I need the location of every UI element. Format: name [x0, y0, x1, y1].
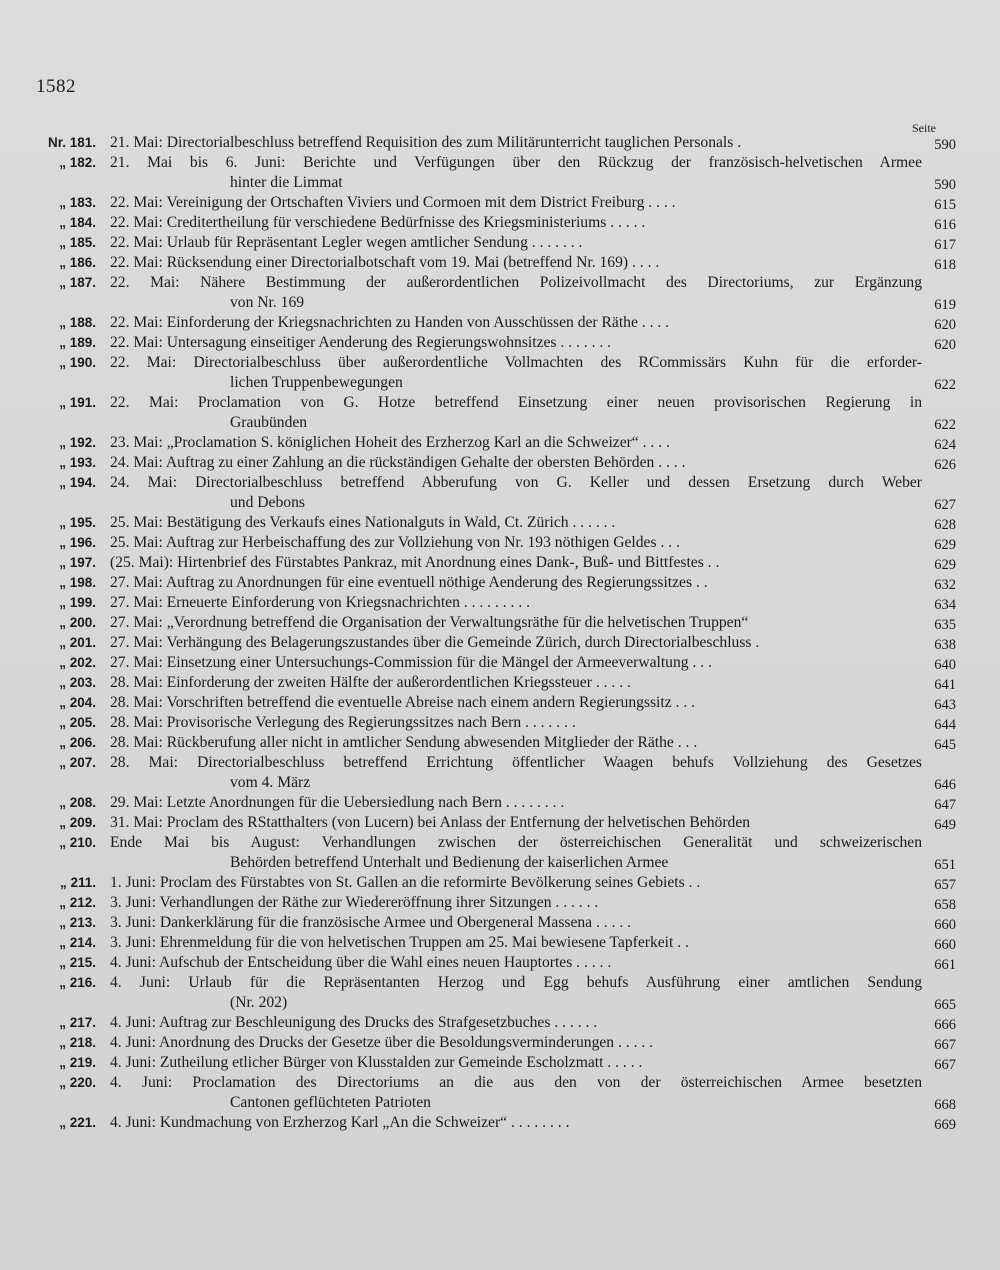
entry-date: 22. Mai:	[110, 334, 163, 351]
entry-description	[110, 233, 922, 254]
toc-entry	[36, 1113, 956, 1133]
entry-number: „ 184.	[59, 215, 96, 230]
entry-date: 22. Mai:	[110, 254, 163, 271]
entry-number: „ 220.	[59, 1075, 96, 1090]
toc-entry	[36, 553, 956, 573]
entry-number: „ 217.	[59, 1015, 96, 1030]
entry-number: „ 194.	[59, 475, 96, 490]
entry-description	[110, 1033, 922, 1054]
entry-description	[110, 1113, 922, 1134]
toc-entry	[36, 673, 956, 693]
entry-continuation: von Nr. 169	[230, 294, 305, 311]
entry-title: Auftrag zu einer Zahlung an die rückständigen Gehalte der obersten Behörden . . . .	[165, 454, 686, 471]
entry-date: 22. Mai:	[110, 194, 163, 211]
entry-number: Nr. 181.	[47, 135, 96, 150]
entry-date: 27. Mai:	[110, 614, 163, 631]
entry-page-number: 632	[934, 577, 956, 593]
entry-page-number: 617	[934, 237, 956, 253]
toc-entry	[36, 753, 956, 793]
entry-description	[110, 1013, 922, 1034]
entry-title: Auftrag zur Beschleunigung des Drucks des Strafgesetzbuches . . . . . .	[158, 1014, 598, 1031]
entry-date: 27. Mai:	[110, 634, 163, 651]
entry-description	[110, 933, 922, 954]
entry-description	[110, 593, 922, 614]
entry-title: Bestätigung des Verkaufs eines Nationalguts in Wald, Ct. Zürich . . . . . .	[166, 514, 616, 531]
entry-number: „ 216.	[59, 975, 96, 990]
entry-description	[110, 893, 922, 914]
entry-title: Directorialbeschluss betreffend Errichtung öffentlicher Waagen behufs Vollziehung des Gesetzes	[197, 754, 922, 771]
entry-number: „ 209.	[59, 815, 96, 830]
toc-entry	[36, 713, 956, 733]
entry-number: „ 192.	[59, 435, 96, 450]
entry-date: 22. Mai:	[110, 354, 177, 371]
toc-entry	[36, 393, 956, 433]
entry-title: Kundmachung von Erzherzog Karl „An die Schweizer“ . . . . . . . .	[159, 1114, 570, 1131]
entry-page-number: 618	[934, 257, 956, 273]
toc-entry	[36, 273, 956, 313]
entry-description	[110, 213, 922, 234]
entry-description	[110, 553, 922, 574]
entry-page-number: 627	[934, 497, 956, 513]
entry-number: „ 195.	[59, 515, 96, 530]
entry-title: Verhängung des Belagerungszustandes über die Gemeinde Zürich, durch Directorialbeschluss .	[166, 634, 760, 651]
entry-number: „ 208.	[59, 795, 96, 810]
entry-date: 4. Juni:	[110, 1034, 156, 1051]
entry-page-number: 620	[934, 317, 956, 333]
entry-description	[110, 313, 922, 334]
entry-description	[110, 833, 922, 854]
entry-page-number: 629	[934, 537, 956, 553]
entry-description	[110, 273, 922, 294]
toc-entry	[36, 693, 956, 713]
entry-page-number: 624	[934, 437, 956, 453]
entry-description	[110, 793, 922, 814]
entry-page-number: 643	[934, 697, 956, 713]
entry-title: Provisorische Verlegung des Regierungssitzes nach Bern . . . . . . .	[166, 714, 576, 731]
toc-entry	[36, 593, 956, 613]
entry-page-number: 661	[934, 957, 956, 973]
entry-title: Einsetzung einer Untersuchungs-Commission für die Mängel der Armeeverwaltung . . .	[166, 654, 712, 671]
entry-number: „ 211.	[59, 875, 96, 890]
entry-page-number: 651	[934, 857, 956, 873]
entry-title: Proclam des Fürstabtes von St. Gallen an die reformirte Bevölkerung seines Gebiets . .	[159, 874, 701, 891]
entry-date: 27. Mai:	[110, 594, 163, 611]
toc-entry	[36, 973, 956, 1013]
entry-title: Einforderung der zweiten Hälfte der außerordentlichen Kriegssteuer . . . . .	[166, 674, 631, 691]
toc-entry	[36, 893, 956, 913]
entry-number: „ 190.	[59, 355, 96, 370]
entry-page-number: 620	[934, 337, 956, 353]
entry-date: 22. Mai:	[110, 274, 180, 291]
entry-title: Einforderung der Kriegsnachrichten zu Handen von Ausschüssen der Räthe . . . .	[166, 314, 670, 331]
entry-page-number: 667	[934, 1037, 956, 1053]
entry-description	[110, 713, 922, 734]
entry-number: „ 199.	[59, 595, 96, 610]
entry-date: 3. Juni:	[110, 914, 156, 931]
entry-page-number: 668	[934, 1097, 956, 1113]
entry-continuation: Behörden betreffend Unterhalt und Bedienung der kaiserlichen Armee	[230, 854, 669, 871]
entry-title: Vorschriften betreffend die eventuelle Abreise nach einem andern Regierungssitz . . .	[166, 694, 696, 711]
toc-entry	[36, 433, 956, 453]
entry-description	[110, 573, 922, 594]
entry-page-number: 649	[934, 817, 956, 833]
entry-number: „ 185.	[59, 235, 96, 250]
entry-date: (25. Mai):	[110, 554, 174, 571]
entry-date: 23. Mai:	[110, 434, 163, 451]
entry-date: 28. Mai:	[110, 674, 163, 691]
entry-number: „ 196.	[59, 535, 96, 550]
entry-description	[110, 473, 922, 494]
toc-entry	[36, 633, 956, 653]
entry-title: Verhandlungen der Räthe zur Wiedereröffnung ihrer Sitzungen . . . . . .	[159, 894, 599, 911]
toc-entry	[36, 513, 956, 533]
entry-description	[110, 633, 922, 654]
toc-entry	[36, 833, 956, 873]
toc-entry	[36, 813, 956, 833]
entry-description	[110, 613, 922, 634]
entry-number: „ 218.	[59, 1035, 96, 1050]
entry-date: 28. Mai:	[110, 694, 163, 711]
toc-entry	[36, 333, 956, 353]
entry-date: 4. Juni:	[110, 974, 171, 991]
entry-page-number: 644	[934, 717, 956, 733]
entry-page-number: 640	[934, 657, 956, 673]
toc-entry	[36, 133, 956, 153]
entry-title: Creditertheilung für verschiedene Bedürfnisse des Kriegsministeriums . . . . .	[166, 214, 646, 231]
entry-description	[110, 873, 922, 894]
entry-description	[110, 1073, 922, 1094]
entry-title: Proclamation von G. Hotze betreffend Einsetzung einer neuen provisorischen Regierung in	[197, 394, 922, 411]
entry-page-number: 635	[934, 617, 956, 633]
toc-entry	[36, 533, 956, 553]
entry-date: 31. Mai:	[110, 814, 163, 831]
entry-title: Aufschub der Entscheidung über die Wahl eines neuen Hauptortes . . . . .	[158, 954, 612, 971]
entry-date: 3. Juni:	[110, 894, 156, 911]
entry-description	[110, 333, 922, 354]
entry-description	[110, 913, 922, 934]
entry-number: „ 193.	[59, 455, 96, 470]
entry-number: „ 221.	[59, 1115, 96, 1130]
toc-entry	[36, 733, 956, 753]
entry-page-number: 590	[934, 177, 956, 193]
entry-page-number: 590	[934, 137, 956, 153]
entry-date: 28. Mai:	[110, 734, 163, 751]
toc-entry	[36, 193, 956, 213]
entry-date: Ende Mai bis August:	[110, 834, 300, 851]
entry-date: 27. Mai:	[110, 654, 163, 671]
entry-title: Directorialbeschluss betreffend Requisition des zum Militärunterricht tauglichen Personals .	[166, 134, 742, 151]
entry-title: Letzte Anordnungen für die Uebersiedlung nach Bern . . . . . . . .	[166, 794, 565, 811]
entry-description	[110, 253, 922, 274]
toc-entry	[36, 613, 956, 633]
entry-title: Proclamation des Directoriums an die aus den von der österreichischen Armee besetzten	[192, 1074, 922, 1091]
toc-entry	[36, 153, 956, 193]
entry-date: 3. Juni:	[110, 934, 156, 951]
entry-title: Verhandlungen zwischen der österreichischen Generalität und schweizerischen	[321, 834, 922, 851]
entry-title: Ehrenmeldung für die von helvetischen Truppen am 25. Mai bewiesene Tapferkeit . .	[159, 934, 689, 951]
entry-number: „ 215.	[59, 955, 96, 970]
entry-date: 24. Mai:	[110, 474, 178, 491]
page-column-header: Seite	[912, 121, 936, 135]
entry-description	[110, 453, 922, 474]
entry-page-number: 622	[934, 417, 956, 433]
entry-page-number: 660	[934, 917, 956, 933]
entry-number: „ 201.	[59, 635, 96, 650]
entry-page-number: 646	[934, 777, 956, 793]
entry-date: 27. Mai:	[110, 574, 163, 591]
entry-number: „ 219.	[59, 1055, 96, 1070]
entry-description	[110, 753, 922, 774]
entry-description	[110, 133, 922, 154]
entry-page-number: 667	[934, 1057, 956, 1073]
entry-page-number: 638	[934, 637, 956, 653]
entry-number: „ 183.	[59, 195, 96, 210]
entry-number: „ 189.	[59, 335, 96, 350]
toc-entry	[36, 253, 956, 273]
table-of-contents	[36, 133, 956, 1133]
toc-entry	[36, 913, 956, 933]
toc-entry	[36, 473, 956, 513]
entry-date: 29. Mai:	[110, 794, 163, 811]
toc-entry	[36, 573, 956, 593]
entry-page-number: 657	[934, 877, 956, 893]
entry-title: Auftrag zu Anordnungen für eine eventuell nöthige Aenderung des Regierungssitzes . .	[165, 574, 708, 591]
entry-title: Directorialbeschluss betreffend Abberufung von G. Keller und dessen Ersetzung durch Weber	[195, 474, 922, 491]
toc-entry	[36, 653, 956, 673]
entry-date: 4. Juni:	[110, 1114, 156, 1131]
entry-number: „ 200.	[59, 615, 96, 630]
toc-entry	[36, 353, 956, 393]
entry-date: 21. Mai bis 6. Juni:	[110, 154, 286, 171]
entry-date: 25. Mai:	[110, 514, 163, 531]
entry-date: 22. Mai:	[110, 394, 179, 411]
toc-entry	[36, 1033, 956, 1053]
entry-description	[110, 193, 922, 214]
entry-date: 24. Mai:	[110, 454, 163, 471]
entry-title: Untersagung einseitiger Aenderung des Regierungswohnsitzes . . . . . . .	[166, 334, 612, 351]
entry-continuation: lichen Truppenbewegungen	[230, 374, 403, 391]
entry-page-number: 629	[934, 557, 956, 573]
entry-description	[110, 433, 922, 454]
toc-entry	[36, 1013, 956, 1033]
entry-title: Anordnung des Drucks der Gesetze über die Besoldungsverminderungen . . . . .	[158, 1034, 654, 1051]
entry-title: Directorialbeschluss über außerordentliche Vollmachten des RCommissärs Kuhn für die erforder-	[193, 354, 922, 371]
entry-page-number: 616	[934, 217, 956, 233]
entry-page-number: 622	[934, 377, 956, 393]
entry-number: „ 197.	[59, 555, 96, 570]
entry-number: „ 203.	[59, 675, 96, 690]
entry-page-number: 645	[934, 737, 956, 753]
entry-number: „ 187.	[59, 275, 96, 290]
toc-entry	[36, 793, 956, 813]
entry-page-number: 615	[934, 197, 956, 213]
toc-entry	[36, 313, 956, 333]
page-number: 1582	[36, 76, 76, 97]
entry-page-number: 660	[934, 937, 956, 953]
entry-date: 28. Mai:	[110, 754, 179, 771]
entry-page-number: 658	[934, 897, 956, 913]
entry-description	[110, 653, 922, 674]
entry-number: „ 191.	[59, 395, 96, 410]
entry-number: „ 202.	[59, 655, 96, 670]
entry-number: „ 212.	[59, 895, 96, 910]
entry-number: „ 205.	[59, 715, 96, 730]
entry-page-number: 628	[934, 517, 956, 533]
entry-number: „ 213.	[59, 915, 96, 930]
entry-title: Erneuerte Einforderung von Kriegsnachrichten . . . . . . . . .	[166, 594, 531, 611]
entry-title: Proclam des RStatthalters (von Lucern) bei Anlass der Entfernung der helvetischen Behörden	[166, 814, 751, 831]
entry-continuation: (Nr. 202)	[230, 994, 288, 1011]
entry-title: Rücksendung einer Directorialbotschaft vom 19. Mai (betreffend Nr. 169) . . . .	[166, 254, 660, 271]
entry-description	[110, 673, 922, 694]
entry-date: 22. Mai:	[110, 234, 163, 251]
entry-continuation: und Debons	[230, 494, 305, 511]
entry-number: „ 186.	[59, 255, 96, 270]
entry-title: Dankerklärung für die französische Armee und Obergeneral Massena . . . . .	[159, 914, 632, 931]
entry-date: 28. Mai:	[110, 714, 163, 731]
entry-date: 4. Juni:	[110, 1054, 156, 1071]
entry-title: „Verordnung betreffend die Organisation der Verwaltungsräthe für die helvetischen Truppen“	[166, 614, 749, 631]
toc-entry	[36, 233, 956, 253]
entry-description	[110, 353, 922, 374]
toc-entry	[36, 453, 956, 473]
entry-number: „ 206.	[59, 735, 96, 750]
entry-title: Berichte und Verfügungen über den Rückzug der französisch-helvetischen Armee	[303, 154, 922, 171]
entry-description	[110, 1053, 922, 1074]
toc-entry	[36, 933, 956, 953]
entry-date: 1. Juni:	[110, 874, 156, 891]
entry-description	[110, 813, 922, 834]
entry-title: Hirtenbrief des Fürstabtes Pankraz, mit Anordnung eines Dank-, Buß- und Bittfestes . .	[177, 554, 720, 571]
entry-description	[110, 693, 922, 714]
entry-number: „ 204.	[59, 695, 96, 710]
entry-continuation: Graubünden	[230, 414, 308, 431]
entry-page-number: 647	[934, 797, 956, 813]
toc-entry	[36, 1073, 956, 1113]
toc-entry	[36, 953, 956, 973]
entry-continuation: vom 4. März	[230, 774, 311, 791]
entry-date: 22. Mai:	[110, 214, 163, 231]
entry-number: „ 198.	[59, 575, 96, 590]
entry-number: „ 182.	[59, 155, 96, 170]
entry-description	[110, 533, 922, 554]
entry-date: 22. Mai:	[110, 314, 163, 331]
entry-description	[110, 513, 922, 534]
entry-date: 25. Mai:	[110, 534, 163, 551]
entry-page-number: 641	[934, 677, 956, 693]
entry-number: „ 210.	[59, 835, 96, 850]
entry-continuation: hinter die Limmat	[230, 174, 343, 191]
entry-page-number: 619	[934, 297, 956, 313]
entry-page-number: 666	[934, 1017, 956, 1033]
entry-title: Zutheilung etlicher Bürger von Klusstalden zur Gemeinde Escholzmatt . . . . .	[159, 1054, 643, 1071]
entry-date: 4. Juni:	[110, 1074, 173, 1091]
entry-number: „ 214.	[59, 935, 96, 950]
entry-title: Vereinigung der Ortschaften Viviers und Cormoen mit dem District Freiburg . . . .	[166, 194, 676, 211]
entry-title: Rückberufung aller nicht in amtlicher Sendung abwesenden Mitglieder der Räthe . . .	[166, 734, 698, 751]
toc-entry	[36, 873, 956, 893]
entry-page-number: 669	[934, 1117, 956, 1133]
entry-date: 4. Juni:	[110, 954, 156, 971]
entry-description	[110, 953, 922, 974]
entry-date: 21. Mai:	[110, 134, 163, 151]
entry-description	[110, 973, 922, 994]
entry-date: 4. Juni:	[110, 1014, 156, 1031]
entry-number: „ 207.	[59, 755, 96, 770]
entry-number: „ 188.	[59, 315, 96, 330]
entry-title: Urlaub für die Repräsentanten Herzog und Egg behufs Ausführung einer amtlichen Sendung	[188, 974, 922, 991]
entry-description	[110, 733, 922, 754]
entry-title: Auftrag zur Herbeischaffung des zur Vollziehung von Nr. 193 nöthigen Geldes . . .	[165, 534, 680, 551]
entry-title: Nähere Bestimmung der außerordentlichen Polizeivollmacht des Directoriums, zur Ergänzung	[200, 274, 922, 291]
toc-entry	[36, 213, 956, 233]
entry-page-number: 665	[934, 997, 956, 1013]
entry-title: Urlaub für Repräsentant Legler wegen amtlicher Sendung . . . . . . .	[166, 234, 583, 251]
entry-title: „Proclamation S. königlichen Hoheit des Erzherzog Karl an die Schweizer“ . . . .	[166, 434, 670, 451]
entry-page-number: 634	[934, 597, 956, 613]
entry-page-number: 626	[934, 457, 956, 473]
entry-continuation: Cantonen geflüchteten Patrioten	[230, 1094, 431, 1111]
entry-description	[110, 393, 922, 414]
entry-description	[110, 153, 922, 174]
toc-entry	[36, 1053, 956, 1073]
